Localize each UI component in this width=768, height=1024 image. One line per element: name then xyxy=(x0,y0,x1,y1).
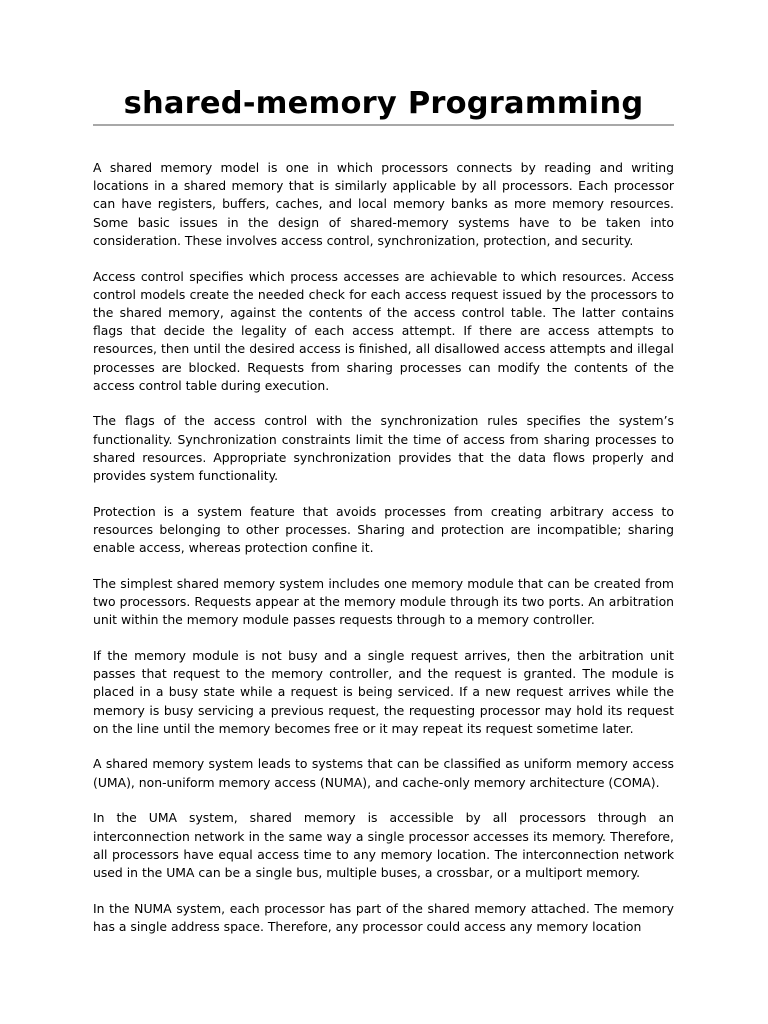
page-title: shared-memory Programming xyxy=(123,86,644,121)
document-body xyxy=(93,159,674,936)
paragraph-intro: A shared memory model is one in which processors connects by reading and writing locations in a shared memory that is similarly applicable by all processors. Each processor can have registers, buffers, caches, and local memory banks as more memory resources. Some basic issues in the design of shared-memory systems have to be taken into consideration. These involves access control, synchronization, protection, and security. xyxy=(93,160,674,248)
paragraph-simplest-system: The simplest shared memory system includes one memory module that can be created from two processors. Requests appear at the memory module through its two ports. An arbitration unit within the memory module passes requests through to a memory controller. xyxy=(93,575,674,628)
paragraph-synchronization: The flags of the access control with the synchronization rules specifies the system’s functionality. Synchronization constraints limit the time of access from sharing processes to shared resources. Appropriate synchronization provides that the data flows properly and provides system functionality. xyxy=(93,413,674,484)
paragraph-access-control: Access control specifies which process accesses are achievable to which resources. Access control models create the needed check for each access request issued by the processors to the shared memory, against the contents of the access control table. The latter contains flags that decide the legality of each access attempt. If there are access attempts to resources, then until the desired access is finished, all disallowed access attempts and illegal processes are blocked. Requests from sharing processes can modify the contents of the access control table during execution. xyxy=(93,268,674,393)
document-page xyxy=(93,0,674,1024)
paragraph-uma: In the UMA system, shared memory is accessible by all processors through an interconnection network in the same way a single processor accesses its memory. Therefore, all processors have equal access time to any memory location. The interconnection network used in the UMA can be a single bus, multiple buses, a crossbar, or a multiport memory. xyxy=(93,810,674,880)
title-underline xyxy=(93,124,674,126)
paragraph-protection: Protection is a system feature that avoids processes from creating arbitrary access to resources belonging to other processes. Sharing and protection are incompatible; sharing enable access, whereas protection confine it. xyxy=(93,503,674,556)
paragraph-numa: In the NUMA system, each processor has part of the shared memory attached. The memory has a single address space. Therefore, any processor could access any memory location xyxy=(93,900,674,934)
paragraph-classification: A shared memory system leads to systems that can be classified as uniform memory access (UMA), non-uniform memory access (NUMA), and cache-only memory architecture (COMA). xyxy=(93,756,674,790)
paragraph-arbitration: If the memory module is not busy and a single request arrives, then the arbitration unit passes that request to the memory controller, and the request is granted. The module is placed in a busy state while a request is being serviced. If a new request arrives while the memory is busy servicing a previous request, the requesting processor may hold its request on the line until the memory becomes free or it may repeat its request sometime later. xyxy=(93,647,674,736)
